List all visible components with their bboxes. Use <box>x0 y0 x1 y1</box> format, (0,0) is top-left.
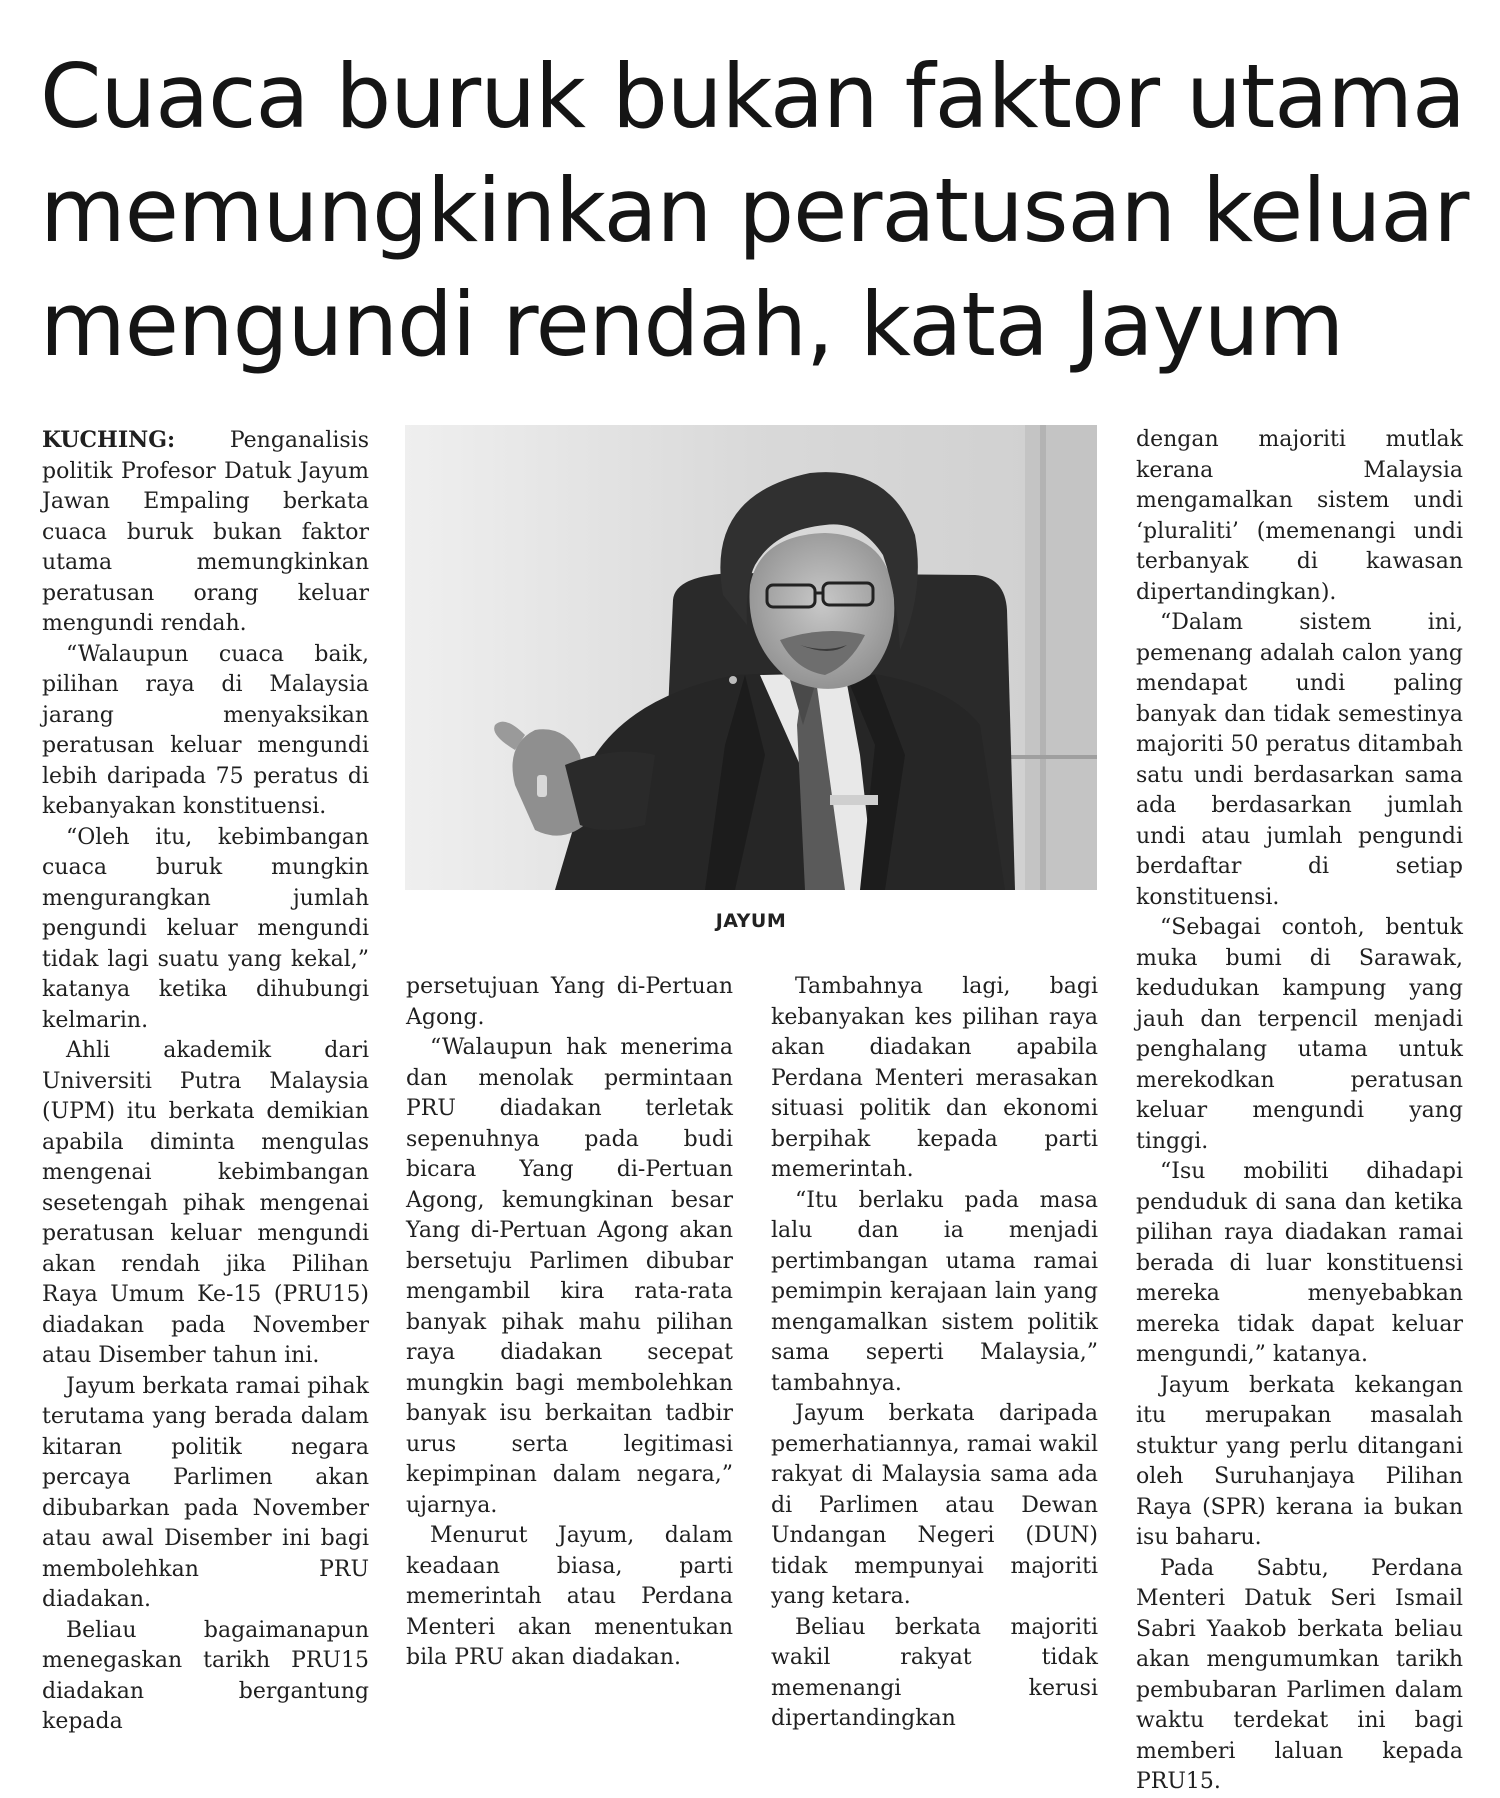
article-paragraph: “Itu berlaku pada masa lalu dan ia menjadi pertimbangan utama ramai pemimpin kerajaan lain yang mengamalkan sistem politik sama seperti Malaysia,” tambahnya. <box>771 1187 1098 1396</box>
article-paragraph: Menurut Jayum, dalam keadaan biasa, parti memerintah atau Perdana Menteri akan menentukan bila PRU akan diadakan. <box>406 1523 733 1670</box>
lead-text: Penganalisis politik Profesor Datuk Jayum Jawan Empaling berkata cuaca buruk bukan faktor utama memungkinkan peratusan orang keluar mengundi rendah. <box>42 428 369 636</box>
headline <box>40 40 1480 382</box>
article-paragraph: Beliau bagaimanapun menegaskan tarikh PRU15 diadakan bergantung kepada <box>42 1617 369 1734</box>
headline-line-1: Cuaca buruk bukan faktor utama <box>40 45 1465 148</box>
article-paragraph: “Sebagai contoh, bentuk muka bumi di Sarawak, kedudukan kampung yang jauh dan terpencil menjadi penghalang utama untuk merekodkan peratusan keluar mengundi yang tinggi. <box>1136 915 1463 1154</box>
article-paragraph: Jayum berkata ramai pihak terutama yang berada dalam kitaran politik negara percaya Parlimen akan dibubarkan pada November atau awal Disember ini bagi membolehkan PRU diadakan. <box>42 1373 369 1612</box>
headline-line-2: memungkinkan peratusan keluar <box>40 159 1469 262</box>
article-paragraph: Jayum berkata kekangan itu merupakan masalah stuktur yang perlu ditangani oleh Suruhanjaya Pilihan Raya (SPR) kerana ia bukan isu baharu. <box>1136 1372 1463 1550</box>
portrait-photo <box>405 425 1097 890</box>
article-paragraph: dengan majoriti mutlak kerana Malaysia mengamalkan sistem undi ‘pluraliti’ (memenangi undi terbanyak di kawasan dipertandingkan). <box>1136 427 1463 605</box>
article-paragraph <box>42 425 369 640</box>
article-paragraph: Jayum berkata daripada pemerhatiannya, ramai wakil rakyat di Malaysia sama ada di Parlimen atau Dewan Undangan Negeri (DUN) tidak mempunyai majoriti yang ketara. <box>771 1401 1098 1609</box>
article-column-4 <box>1136 425 1463 1798</box>
article-paragraph: persetujuan Yang di-Pertuan Agong. <box>406 974 733 1030</box>
dateline: KUCHING: <box>42 427 176 453</box>
article-paragraph: “Walaupun cuaca baik, pilihan raya di Malaysia jarang menyaksikan peratusan keluar mengundi lebih daripada 75 peratus di kebanyakan konstituensi. <box>42 641 369 819</box>
article-paragraph: Beliau berkata majoriti wakil rakyat tidak memenangi kerusi dipertandingkan <box>771 1614 1098 1731</box>
portrait-illustration <box>405 425 1097 890</box>
article-column-3 <box>771 972 1098 1735</box>
article-paragraph: Pada Sabtu, Perdana Menteri Datuk Seri Ismail Sabri Yaakob berkata beliau akan mengumumkan tarikh pembubaran Parlimen dalam waktu terdekat ini bagi memberi laluan kepada PRU15. <box>1136 1555 1463 1794</box>
article-column-2 <box>406 972 733 1674</box>
article-column-1 <box>42 425 369 1738</box>
article-paragraph: “Walaupun hak menerima dan menolak permintaan PRU diadakan terletak sepenuhnya pada budi bicara Yang di-Pertuan Agong, kemungkinan besar Yang di-Pertuan Agong akan bersetuju Parlimen dibubar mengambil kira rata-rata banyak pihak mahu pilihan raya diadakan secepat mungkin bagi membolehkan banyak isu berkaitan tadbir urus serta legitimasi kepimpinan dalam negara,” ujarnya. <box>406 1035 733 1518</box>
article-paragraph: Tambahnya lagi, bagi kebanyakan kes pilihan raya akan diadakan apabila Perdana Menteri merasakan situasi politik dan ekonomi berpihak kepada parti memerintah. <box>771 974 1098 1182</box>
article-paragraph: Ahli akademik dari Universiti Putra Malaysia (UPM) itu berkata demikian apabila diminta mengulas mengenai kebimbangan sesetengah pihak mengenai peratusan keluar mengundi akan rendah jika Pilihan Raya Umum Ke-15 (PRU15) diadakan pada November atau Disember tahun ini. <box>42 1038 369 1368</box>
article-paragraph: “Oleh itu, kebimbangan cuaca buruk mungkin mengurangkan jumlah pengundi keluar mengundi tidak lagi suatu yang kekal,” katanya ketika dihubungi kelmarin. <box>42 824 369 1033</box>
headline-line-3: mengundi rendah, kata Jayum <box>40 273 1344 376</box>
photo-caption: JAYUM <box>715 910 787 932</box>
article-paragraph: “Isu mobiliti dihadapi penduduk di sana dan ketika pilihan raya diadakan ramai berada di luar konstituensi mereka menyebabkan mereka tidak dapat keluar mengundi,” katanya. <box>1136 1159 1463 1367</box>
article-paragraph: “Dalam sistem ini, pemenang adalah calon yang mendapat undi paling banyak dan tidak semestinya majoriti 50 peratus ditambah satu undi berdasarkan sama ada berdasarkan jumlah undi atau jumlah pengundi berdaftar di setiap konstituensi. <box>1136 610 1463 910</box>
